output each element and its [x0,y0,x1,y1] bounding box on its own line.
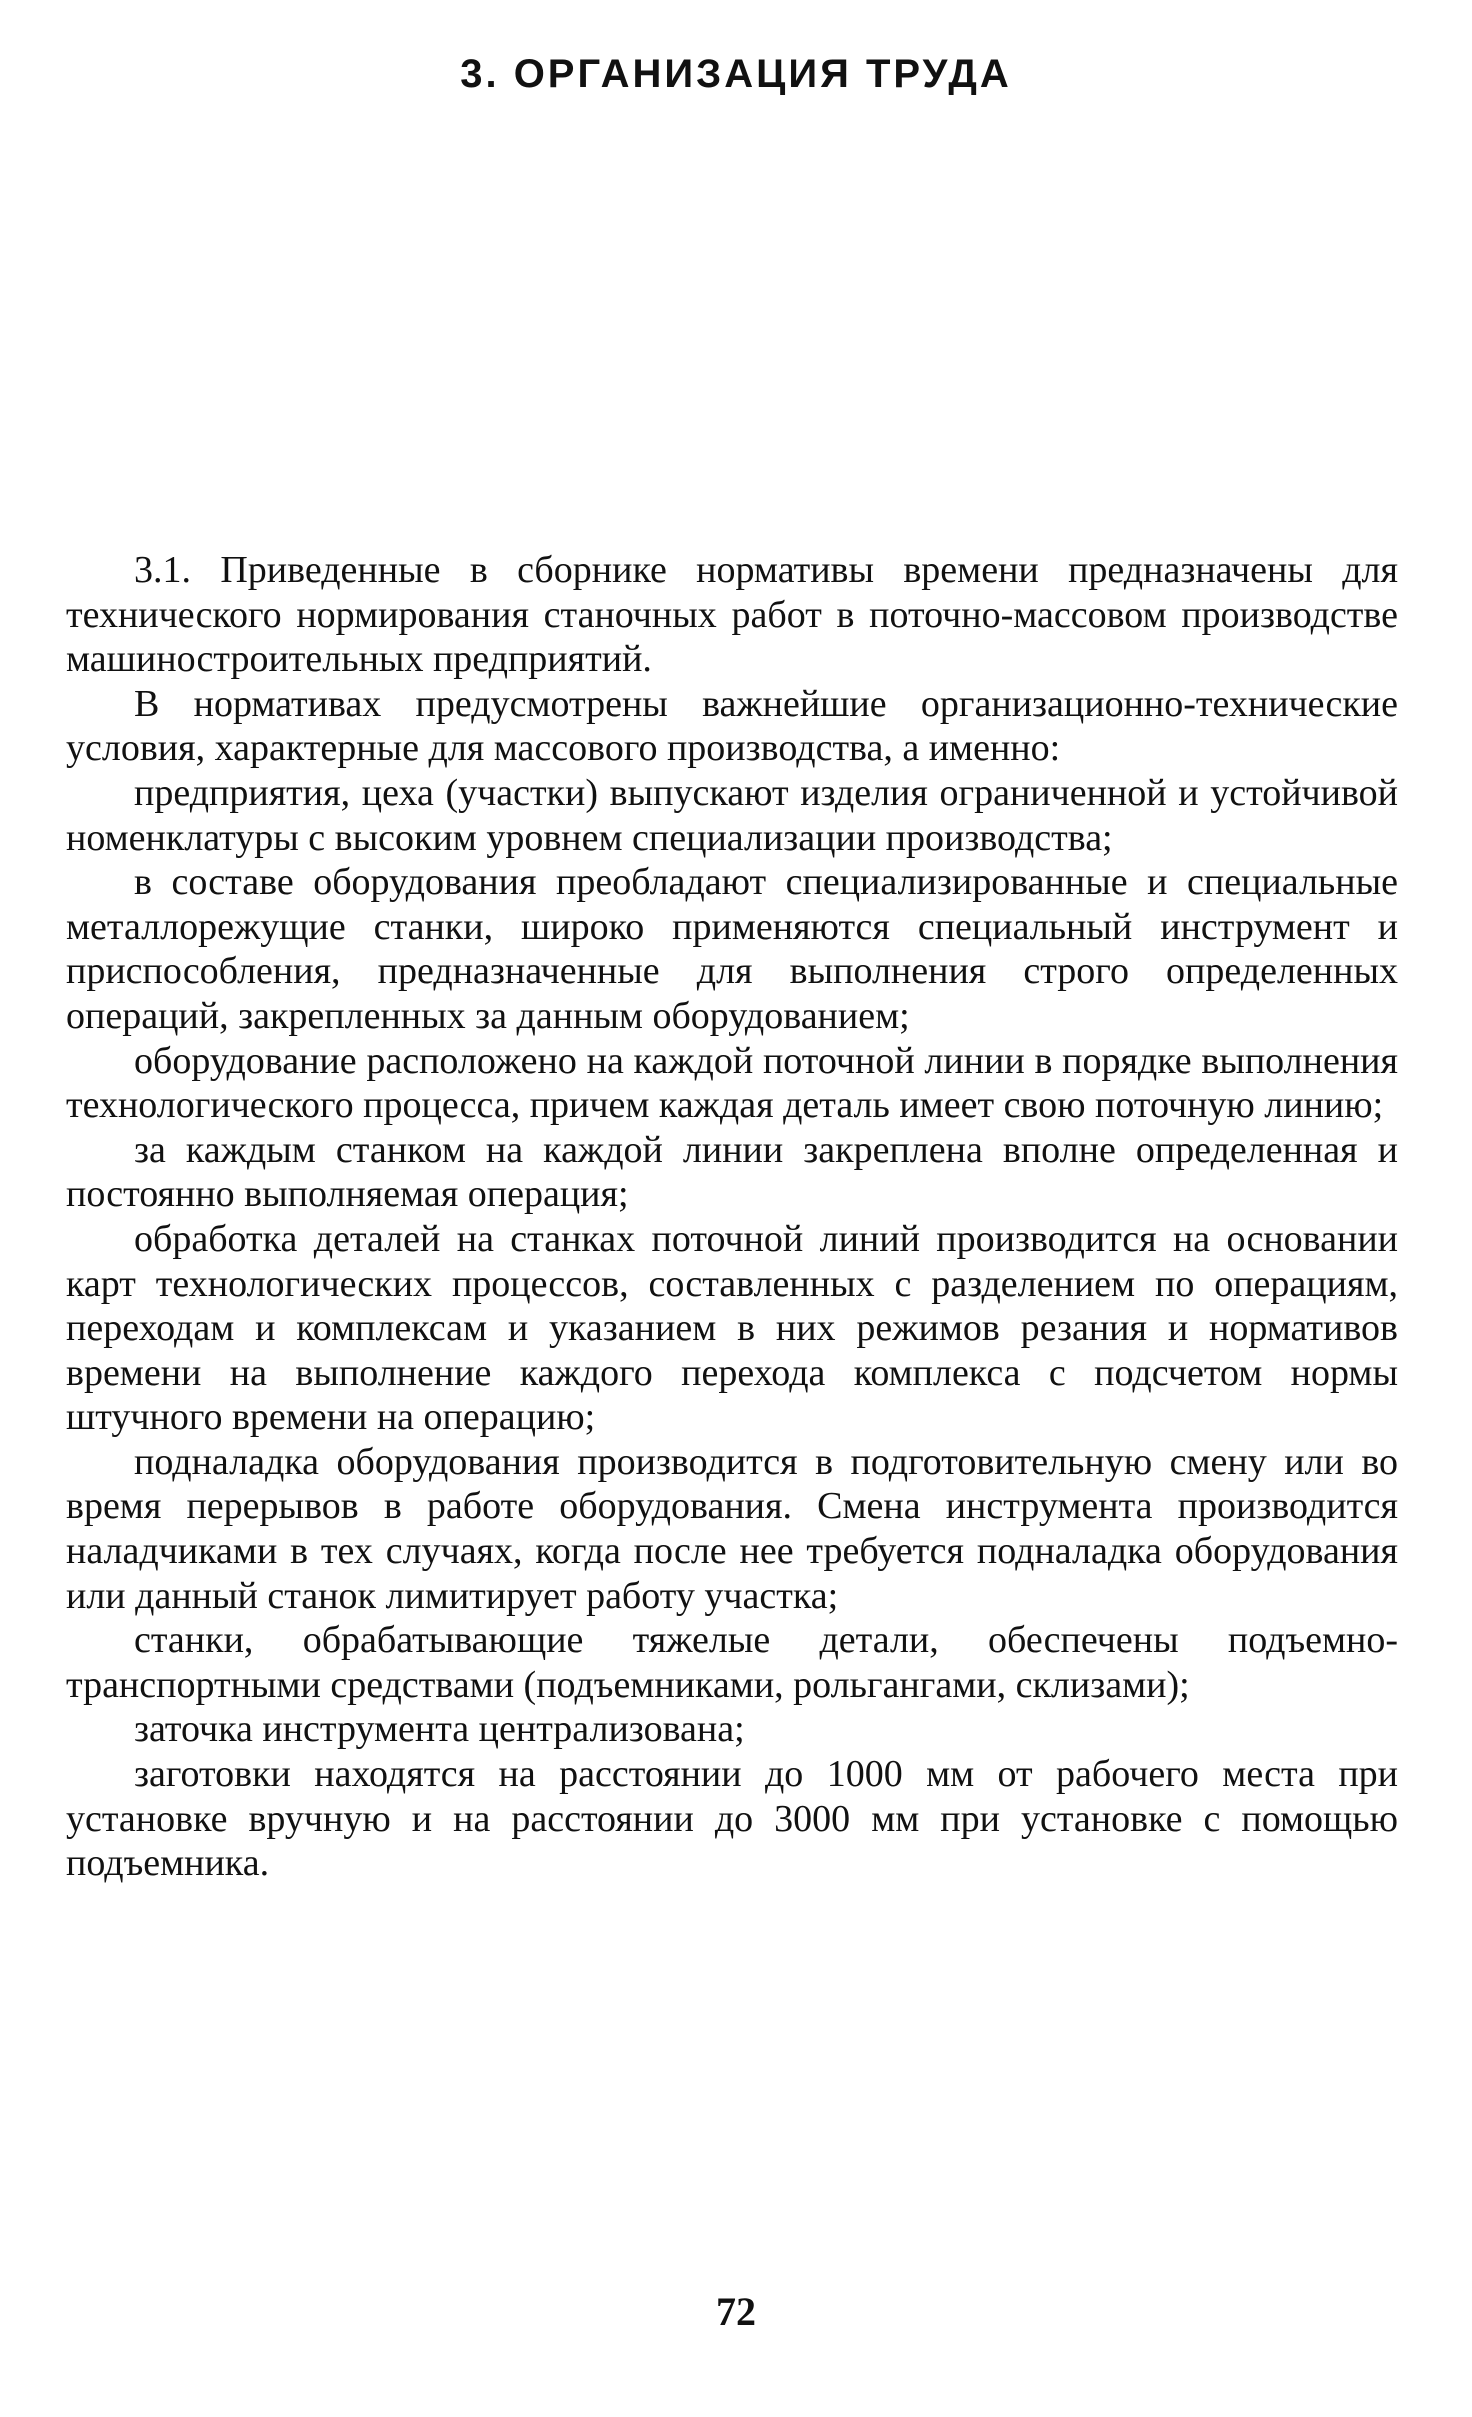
paragraph: подналадка оборудования производится в подготовительную смену или во время перерывов в работе оборудования. Смена инструмента производится наладчиками в тех случаях, когда после нее требуется подналадка оборудования или данный станок лимитирует работу участка; [66,1440,1398,1617]
body-text [66,548,1398,1886]
paragraph: заточка инструмента централизована; [134,1708,745,1751]
paragraph: оборудование расположено на каждой поточной линии в порядке выполнения технологического процесса, причем каждая деталь имеет свою поточную линию; [66,1039,1398,1127]
paragraph: в составе оборудования преобладают специализированные и специальные металлорежущие станки, широко применяются специальный инструмент и приспособления, предназначенные для выполнения строго определенных операций, закрепленных за данным оборудованием; [66,861,1398,1037]
paragraph: предприятия, цеха (участки) выпускают изделия ограниченной и устойчивой номенклатуры с высоким уровнем специализации производства; [66,771,1398,859]
paragraph: обработка деталей на станках поточной линий производится на основании карт технологических процессов, составленных с разделением по операциям, переходам и комплексам и указанием в них режимов резания и нормативов времени на выполнение каждого перехода комплекса с подсчетом нормы штучного времени на операцию; [66,1217,1398,1439]
chapter-title: 3. ОРГАНИЗАЦИЯ ТРУДА [460,52,1012,96]
paragraph: В нормативах предусмотрены важнейшие организационно-технические условия, характерные для массового производства, а именно: [66,682,1398,770]
paragraph: 3.1. Приведенные в сборнике нормативы времени предназначены для технического нормирования станочных работ в поточно-массовом производстве машиностроительных предприятий. [66,549,1398,681]
paragraph: за каждым станком на каждой линии закреплена вполне определенная и постоянно выполняемая операция; [66,1128,1398,1216]
page-number: 72 [716,2289,756,2334]
paragraph: заготовки находятся на расстоянии до 1000 мм от рабочего места при установке вручную и на расстоянии до 3000 мм при установке с помощью подъемника. [66,1753,1398,1885]
paragraph: станки, обрабатывающие тяжелые детали, обеспечены подъемно-транспортными средствами (подъемниками, рольгангами, склизами); [66,1619,1398,1706]
